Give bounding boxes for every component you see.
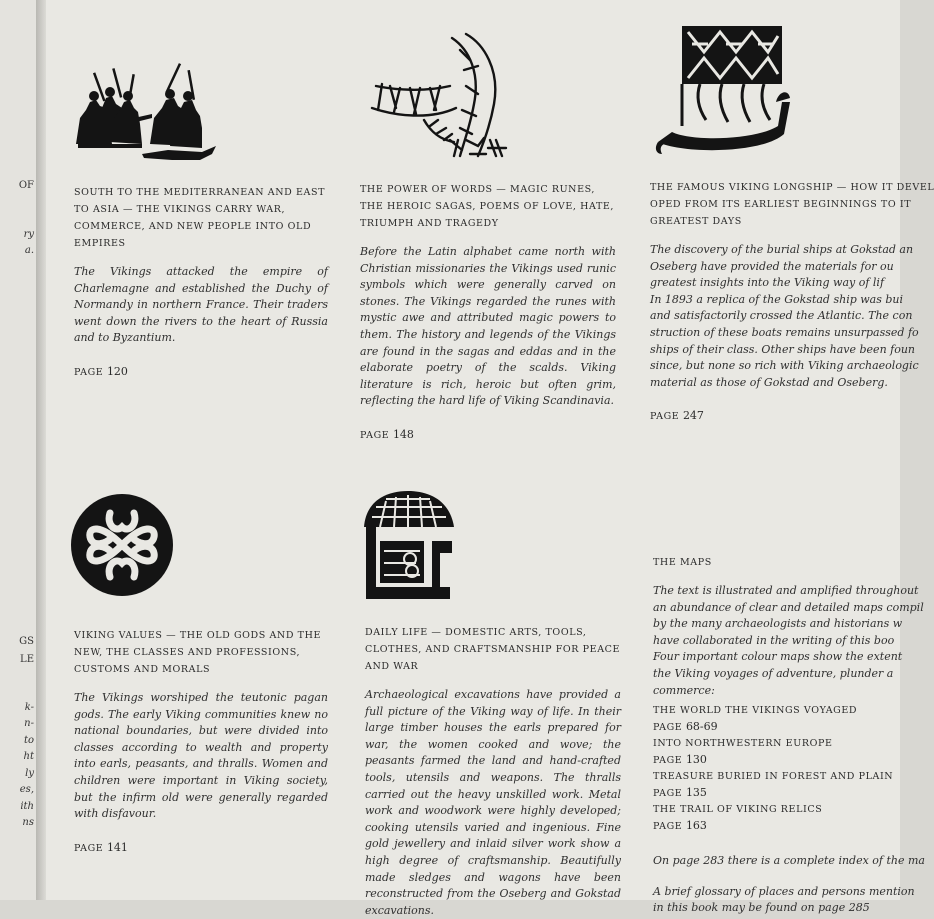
section-values-body: The Vikings worshiped the teutonic pagan gods. The early Viking communities knew no national boundaries, but were divided into classes according to wealth and property into earls, peasants, and thralls. Women and children were important in Viking society, but the infirm old were generally regarded with disfavour. <box>74 691 328 821</box>
section-longship <box>650 179 934 423</box>
section-maps-caption: THE MAPS <box>653 557 712 568</box>
body-line: by the many archaeologists and historians w <box>653 617 903 631</box>
body-line: Oseberg have provided the materials for ou <box>650 259 894 273</box>
page-label: PAGE <box>74 366 104 378</box>
body-line: the Viking voyages of adventure, plunder a <box>653 666 894 680</box>
left-page-fragment: k- <box>24 702 34 713</box>
section-daily <box>365 624 621 919</box>
page-label: PAGE <box>74 842 104 854</box>
runestone-icon <box>366 30 516 160</box>
glossary-note <box>653 884 915 917</box>
map-title: INTO NORTHWESTERN EUROPE <box>653 738 833 750</box>
section-south <box>74 184 328 378</box>
longship-icon <box>652 22 792 158</box>
page-number: 141 <box>106 840 128 854</box>
left-page-fragment: GS <box>19 636 34 647</box>
body-line: commerce: <box>653 683 715 697</box>
caption-line: THE FAMOUS VIKING LONGSHIP — HOW IT DEVEL <box>650 182 934 193</box>
section-words-caption: THE POWER OF WORDS — MAGIC RUNES, THE HEROIC SAGAS, POEMS OF LOVE, HATE, TRIUMPH AND TRAGEDY <box>360 184 615 229</box>
caption-line: OPED FROM ITS EARLIEST BEGINNINGS TO IT <box>650 199 912 210</box>
left-page-fragment: a. <box>24 245 34 256</box>
body-line: have collaborated in the writing of this boo <box>653 633 895 647</box>
body-line: since, but none so rich with Viking archaeologic <box>650 359 919 373</box>
body-line: Four important colour maps show the extent <box>653 650 903 664</box>
map-title: THE WORLD THE VIKINGS VOYAGED <box>653 705 858 717</box>
body-line: and satisfactorily crossed the Atlantic. The con <box>650 309 913 323</box>
body-line: A brief glossary of places and persons mention <box>653 884 915 898</box>
section-south-caption: SOUTH TO THE MEDITERRANEAN AND EAST TO ASIA — THE VIKINGS CARRY WAR, COMMERCE, AND NEW PEOPLE INTO OLD EMPIRES <box>74 187 326 249</box>
caption-line: GREATEST DAYS <box>650 216 742 227</box>
section-longship-caption <box>650 179 934 230</box>
timber-house-icon <box>356 487 460 601</box>
section-maps <box>653 554 925 917</box>
page-number: 120 <box>106 364 128 378</box>
left-page-fragment: OF <box>18 180 34 191</box>
left-facing-page <box>0 0 38 900</box>
body-line: greatest insights into the Viking way of lif <box>650 276 885 290</box>
map-list <box>653 703 900 835</box>
section-values <box>74 627 328 854</box>
map-page <box>653 785 900 802</box>
page-number: 135 <box>685 786 707 800</box>
map-title: THE TRAIL OF VIKING RELICS <box>653 804 823 816</box>
left-page-fragment: n- <box>24 718 34 729</box>
index-note: On page 283 there is a complete index of the ma <box>653 854 925 868</box>
book-gutter <box>36 0 46 900</box>
page-label: PAGE <box>653 821 683 833</box>
left-page-fragment: ith <box>20 801 34 812</box>
page-number: 68-69 <box>685 720 718 734</box>
page-number: 130 <box>685 753 707 767</box>
map-title: TREASURE BURIED IN FOREST AND PLAIN <box>653 771 894 783</box>
right-page <box>46 0 934 917</box>
left-page-fragment: ht <box>23 751 34 762</box>
section-longship-body <box>650 242 919 391</box>
page-label: PAGE <box>360 429 390 441</box>
section-daily-body: Archaeological excavations have provided a full picture of the Viking way of life. In their large timber houses the earls prepared for war, the women cooked and wove; the peasants farmed the land and hand-crafted tools, utensils and weapons. The thralls carried out the heavy unskilled work. Metal work and woodwork were highly developed; cooking utensils varied and ingenious. Fine gold jewellery and inlaid silver work show a high degree of craftsmanship. Beautifully made sledges and wagons have been reconstructed from the Oseberg and Gokstad excavations. <box>365 688 621 917</box>
body-line: material as those of Gokstad and Oseberg. <box>650 375 888 389</box>
map-page <box>653 719 900 736</box>
knot-medallion-icon <box>70 493 174 597</box>
left-page-fragment: ns <box>22 817 34 828</box>
map-page <box>653 752 900 769</box>
page-number: 247 <box>682 409 704 423</box>
body-line: in this book may be found on page 285 <box>653 901 870 915</box>
body-line: The discovery of the burial ships at Gokstad an <box>650 243 914 256</box>
page-number: 148 <box>392 427 414 441</box>
section-words <box>360 181 616 441</box>
left-page-fragment: es, <box>19 784 34 795</box>
left-page-fragment: ly <box>25 768 34 779</box>
section-values-caption: VIKING VALUES — THE OLD GODS AND THE NEW, THE CLASSES AND PROFESSIONS, CUSTOMS AND MORALS <box>74 630 322 675</box>
section-words-body: Before the Latin alphabet came north with Christian missionaries the Vikings used runic symbols which were generally carved on stones. The Vikings regarded the runes with mystic awe and attributed magic powers to them. The history and legends of the Vikings are found in the sagas and eddas and in the elaborate poetry of the scalds. Viking literature is rich, heroic but often grim, reflecting the hard life of Viking Scandinavia. <box>360 245 616 408</box>
section-values-page <box>74 841 328 854</box>
left-page-fragment: LE <box>20 654 34 665</box>
body-line: ships of their class. Other ships have been foun <box>650 342 916 356</box>
left-page-fragment: to <box>23 735 34 746</box>
page-label: PAGE <box>653 722 683 734</box>
page-label: PAGE <box>653 755 683 767</box>
section-maps-body <box>653 583 924 699</box>
section-longship-page <box>650 409 900 422</box>
map-page <box>653 818 900 835</box>
section-words-page <box>360 428 616 441</box>
section-south-page <box>74 365 328 378</box>
page-number: 163 <box>685 819 707 833</box>
body-line: an abundance of clear and detailed maps compil <box>653 600 924 614</box>
page-label: PAGE <box>650 411 680 423</box>
body-line: In 1893 a replica of the Gokstad ship was bui <box>650 292 904 306</box>
left-page-fragment: ry <box>23 229 34 240</box>
warriors-icon <box>72 58 218 170</box>
section-daily-caption: DAILY LIFE — DOMESTIC ARTS, TOOLS, CLOTHES, AND CRAFTSMANSHIP FOR PEACE AND WAR <box>365 627 621 672</box>
page-label: PAGE <box>653 788 683 800</box>
body-line: struction of these boats remains unsurpassed fo <box>650 325 919 339</box>
section-south-body: The Vikings attacked the empire of Charlemagne and established the Duchy of Normandy in northern France. Their traders went down the rivers to the heart of Russia and to Byzantium. <box>74 265 328 345</box>
body-line: The text is illustrated and amplified throughout <box>653 584 919 597</box>
